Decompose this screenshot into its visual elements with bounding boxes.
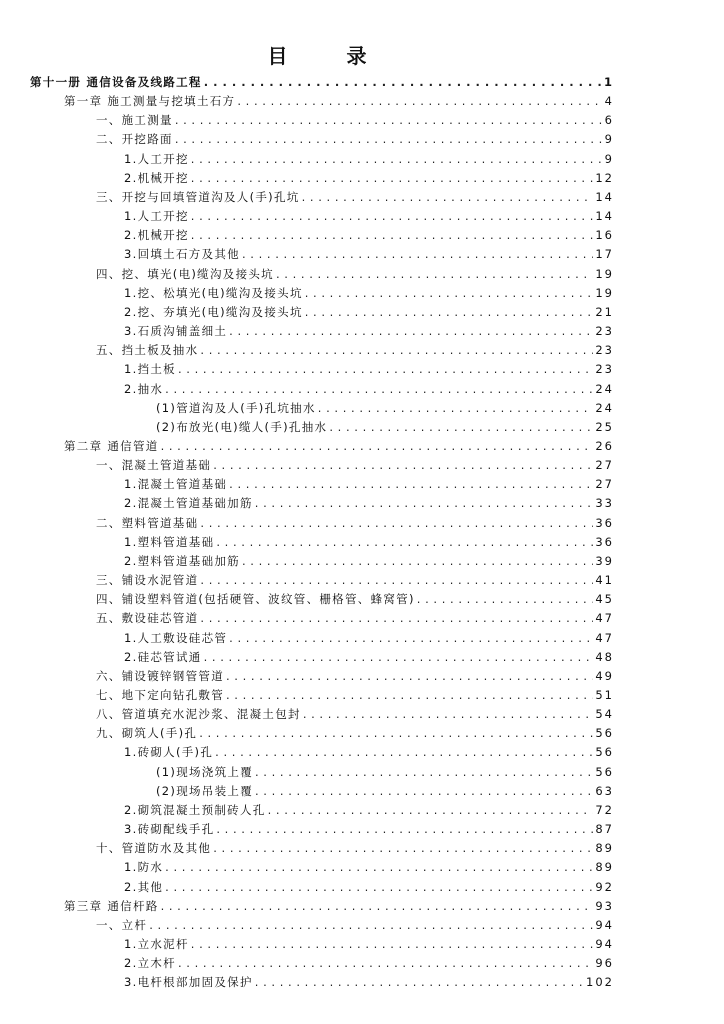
toc-entry-label: 3.回填土石方及其他 bbox=[124, 247, 240, 262]
toc-dot-leader bbox=[149, 918, 593, 932]
toc-entry-label: 第二章 通信管道 bbox=[64, 438, 159, 453]
toc-dot-leader bbox=[215, 745, 593, 759]
toc-entry-page: 33 bbox=[595, 496, 614, 511]
toc-entry-label: 1.砖砌人(手)孔 bbox=[124, 745, 214, 760]
toc-entry[interactable] bbox=[30, 668, 614, 687]
toc-dot-leader bbox=[200, 573, 593, 587]
toc-entry[interactable] bbox=[30, 74, 614, 93]
toc-entry[interactable] bbox=[30, 630, 614, 649]
toc-entry-label: 十、管道防水及其他 bbox=[96, 841, 212, 856]
toc-dot-leader bbox=[204, 75, 602, 89]
toc-entry-label: 3.电杆根部加固及保护 bbox=[124, 975, 253, 990]
toc-entry-label: 五、敷设硅芯管道 bbox=[96, 611, 199, 626]
toc-entry-page: 47 bbox=[595, 630, 614, 645]
toc-entry-page: 94 bbox=[595, 917, 614, 932]
toc-entry-label: 2.立木杆 bbox=[124, 956, 176, 971]
toc-entry-label: 八、管道填充水泥沙浆、混凝土包封 bbox=[96, 707, 301, 722]
toc-entry-page: 14 bbox=[595, 189, 614, 204]
toc-entry-label: 第十一册 通信设备及线路工程 bbox=[30, 75, 202, 89]
toc-entry-page: 56 bbox=[595, 764, 614, 779]
toc-entry-label: 2.混凝土管道基础加筋 bbox=[124, 496, 253, 511]
toc-entry[interactable] bbox=[30, 649, 614, 668]
toc-entry[interactable] bbox=[30, 112, 614, 131]
toc-entry-page: 94 bbox=[595, 937, 614, 952]
toc-entry-label: 三、开挖与回填管道沟及人(手)孔坑 bbox=[96, 189, 300, 204]
toc-entry-label: 2.挖、夯填光(电)缆沟及接头坑 bbox=[124, 304, 303, 319]
toc-dot-leader bbox=[329, 420, 593, 434]
toc-entry[interactable] bbox=[30, 170, 614, 189]
toc-dot-leader bbox=[255, 975, 584, 989]
toc-entry-page: 93 bbox=[595, 898, 614, 913]
toc-entry-label: 1.人工开挖 bbox=[124, 151, 189, 166]
toc-entry-page: 17 bbox=[595, 247, 614, 262]
toc-dot-leader bbox=[216, 535, 593, 549]
toc-dot-leader bbox=[178, 362, 593, 376]
toc-dot-leader bbox=[191, 937, 594, 951]
toc-dot-leader bbox=[191, 228, 594, 242]
toc-dot-leader bbox=[175, 113, 603, 127]
toc-dot-leader bbox=[242, 247, 593, 261]
toc-entry[interactable] bbox=[30, 802, 614, 821]
toc-entry-label: 四、铺设塑料管道(包括硬管、波纹管、栅格管、蜂窝管) bbox=[96, 592, 415, 607]
toc-entry-page: 48 bbox=[595, 649, 614, 664]
toc-dot-leader bbox=[216, 822, 593, 836]
toc-entry[interactable] bbox=[30, 246, 614, 265]
toc-entry-page: 56 bbox=[595, 726, 614, 741]
toc-dot-leader bbox=[255, 765, 593, 779]
toc-entry-page: 26 bbox=[595, 438, 614, 453]
toc-entry[interactable] bbox=[30, 285, 614, 304]
toc-entry[interactable] bbox=[30, 342, 614, 361]
toc-entry[interactable] bbox=[30, 974, 614, 993]
toc-entry[interactable] bbox=[30, 457, 614, 476]
toc-entry-label: (2)布放光(电)缆人(手)孔抽水 bbox=[156, 419, 328, 434]
toc-entry-page: 23 bbox=[595, 324, 614, 339]
toc-entry[interactable] bbox=[30, 208, 614, 227]
toc-entry-page: 4 bbox=[604, 94, 614, 109]
toc-entry-label: (2)现场吊装上覆 bbox=[156, 783, 253, 798]
toc-dot-leader bbox=[255, 784, 593, 798]
toc-entry-label: 3.砖砌配线手孔 bbox=[124, 822, 215, 837]
toc-entry-label: 3.石质沟铺盖细土 bbox=[124, 324, 228, 339]
toc-entry-label: 1.人工开挖 bbox=[124, 209, 189, 224]
toc-entry-page: 21 bbox=[595, 304, 614, 319]
toc-entry-label: 第三章 通信杆路 bbox=[64, 898, 159, 913]
toc-dot-leader bbox=[417, 592, 594, 606]
toc-dot-leader bbox=[268, 803, 594, 817]
toc-entry-page: 54 bbox=[595, 707, 614, 722]
toc-entry-page: 9 bbox=[604, 132, 614, 147]
toc-dot-leader bbox=[229, 324, 593, 338]
toc-entry-label: (1)现场浇筑上覆 bbox=[156, 764, 253, 779]
toc-entry[interactable] bbox=[30, 936, 614, 955]
toc-entry-page: 16 bbox=[595, 228, 614, 243]
page-title: 目 录 bbox=[267, 44, 393, 68]
toc-entry[interactable] bbox=[30, 304, 614, 323]
toc-entry-page: 27 bbox=[595, 458, 614, 473]
toc-dot-leader bbox=[200, 343, 593, 357]
toc-dot-leader bbox=[199, 726, 593, 740]
toc-entry[interactable] bbox=[30, 189, 614, 208]
toc-entry-label: 2.硅芯管试通 bbox=[124, 649, 202, 664]
toc-dot-leader bbox=[213, 458, 593, 472]
toc-entry[interactable] bbox=[30, 879, 614, 898]
toc-entry[interactable] bbox=[30, 381, 614, 400]
toc-dot-leader bbox=[276, 267, 593, 281]
toc-entry-page: 41 bbox=[595, 573, 614, 588]
toc-entry-label: 七、地下定向钻孔敷管 bbox=[96, 688, 224, 702]
toc-entry-label: 2.其他 bbox=[124, 879, 164, 894]
toc-entry[interactable] bbox=[30, 764, 614, 783]
toc-dot-leader bbox=[175, 132, 603, 146]
toc-entry-label: 一、混凝土管道基础 bbox=[96, 458, 212, 473]
toc-entry-label: 二、塑料管道基础 bbox=[96, 515, 199, 530]
toc-entry[interactable] bbox=[30, 859, 614, 878]
toc-entry[interactable] bbox=[30, 266, 614, 285]
toc-entry[interactable] bbox=[30, 476, 614, 495]
toc-entry[interactable] bbox=[30, 706, 614, 725]
toc-entry[interactable] bbox=[30, 361, 614, 380]
toc-entry[interactable] bbox=[30, 572, 614, 591]
toc-dot-leader bbox=[303, 707, 594, 721]
toc-entry-label: 2.塑料管道基础加筋 bbox=[124, 553, 240, 568]
toc-entry-label: (1)管道沟及人(手)孔坑抽水 bbox=[156, 400, 316, 415]
toc-entry-label: 二、开挖路面 bbox=[96, 132, 173, 147]
toc-entry-label: 1.人工敷设硅芯管 bbox=[124, 630, 228, 645]
toc-entry-page: 19 bbox=[595, 266, 614, 281]
toc-entry-page: 14 bbox=[595, 209, 614, 224]
toc-entry[interactable] bbox=[30, 744, 614, 763]
toc-entry[interactable] bbox=[30, 323, 614, 342]
toc-dot-leader bbox=[305, 305, 594, 319]
toc-dot-leader bbox=[200, 611, 593, 625]
toc-entry-page: 23 bbox=[595, 362, 614, 377]
toc-entry-page: 24 bbox=[595, 400, 614, 415]
toc-entry-page: 47 bbox=[595, 611, 614, 626]
toc-entry-label: 第一章 施工测量与挖填土石方 bbox=[64, 94, 236, 109]
toc-entry-label: 一、立杆 bbox=[96, 917, 148, 932]
toc-dot-leader bbox=[213, 841, 593, 855]
toc-entry-page: 12 bbox=[595, 170, 614, 185]
toc-entry[interactable] bbox=[30, 553, 614, 572]
toc-entry[interactable] bbox=[30, 93, 614, 112]
toc-entry-label: 四、挖、填光(电)缆沟及接头坑 bbox=[96, 266, 274, 281]
toc-entry-page: 27 bbox=[595, 477, 614, 492]
toc-entry[interactable] bbox=[30, 917, 614, 936]
toc-entry-page: 45 bbox=[595, 592, 614, 607]
toc-dot-leader bbox=[165, 860, 593, 874]
toc-entry-page: 6 bbox=[604, 113, 614, 128]
toc-entry[interactable] bbox=[30, 438, 614, 457]
toc-entry-page: 89 bbox=[595, 841, 614, 856]
toc-entry-label: 五、挡土板及抽水 bbox=[96, 343, 199, 358]
toc-entry-page: 96 bbox=[595, 956, 614, 971]
toc-entry[interactable] bbox=[30, 534, 614, 553]
toc-entry[interactable] bbox=[30, 227, 614, 246]
toc-dot-leader bbox=[178, 956, 593, 970]
toc-entry-label: 六、铺设镀锌钢管管道 bbox=[96, 668, 224, 683]
toc-dot-leader bbox=[191, 171, 594, 185]
toc-entry-page: 9 bbox=[604, 151, 614, 166]
toc-entry[interactable] bbox=[30, 783, 614, 802]
toc-entry[interactable] bbox=[30, 898, 614, 917]
toc-dot-leader bbox=[161, 899, 594, 913]
toc-entry-page: 87 bbox=[595, 822, 614, 837]
toc-entry-page: 72 bbox=[595, 802, 614, 817]
toc-entry-page: 19 bbox=[595, 285, 614, 300]
toc-entry[interactable] bbox=[30, 840, 614, 859]
toc-entry[interactable] bbox=[30, 495, 614, 514]
toc-dot-leader bbox=[305, 286, 594, 300]
toc-entry[interactable] bbox=[30, 955, 614, 974]
toc-dot-leader bbox=[226, 669, 593, 683]
toc-dot-leader bbox=[161, 439, 594, 453]
toc-entry[interactable] bbox=[30, 131, 614, 150]
toc-dot-leader bbox=[255, 496, 594, 510]
toc-entry[interactable] bbox=[30, 515, 614, 534]
toc-entry-label: 1.立水泥杆 bbox=[124, 937, 189, 952]
toc-entry-page: 56 bbox=[595, 745, 614, 760]
toc-entry-page: 51 bbox=[595, 688, 614, 702]
table-of-contents bbox=[30, 74, 614, 994]
toc-dot-leader bbox=[200, 516, 593, 530]
toc-entry-label: 1.塑料管道基础 bbox=[124, 534, 215, 549]
toc-entry-page: 63 bbox=[595, 783, 614, 798]
toc-entry-page: 36 bbox=[595, 515, 614, 530]
toc-dot-leader bbox=[204, 650, 594, 664]
toc-entry-label: 2.砌筑混凝土预制砖人孔 bbox=[124, 802, 266, 817]
toc-entry[interactable] bbox=[30, 821, 614, 840]
toc-entry-page: 23 bbox=[595, 343, 614, 358]
toc-entry-label: 1.防水 bbox=[124, 860, 164, 875]
toc-dot-leader bbox=[191, 209, 594, 223]
toc-dot-leader bbox=[226, 688, 593, 702]
toc-dot-leader bbox=[165, 382, 593, 396]
toc-entry-page: 24 bbox=[595, 381, 614, 396]
toc-entry-page: 89 bbox=[595, 860, 614, 875]
toc-dot-leader bbox=[191, 152, 603, 166]
toc-entry-page: 102 bbox=[586, 975, 614, 990]
toc-entry-label: 2.机械开挖 bbox=[124, 228, 189, 243]
toc-dot-leader bbox=[318, 401, 594, 415]
toc-entry[interactable] bbox=[30, 591, 614, 610]
toc-dot-leader bbox=[229, 477, 593, 491]
toc-entry[interactable] bbox=[30, 725, 614, 744]
toc-entry[interactable] bbox=[30, 610, 614, 629]
toc-entry-page: 25 bbox=[595, 419, 614, 434]
toc-dot-leader bbox=[302, 190, 594, 204]
toc-entry-label: 三、铺设水泥管道 bbox=[96, 573, 199, 588]
toc-dot-leader bbox=[237, 94, 602, 108]
toc-entry-page: 92 bbox=[595, 879, 614, 894]
toc-entry-label: 1.挡土板 bbox=[124, 362, 176, 377]
toc-entry-label: 2.机械开挖 bbox=[124, 170, 189, 185]
toc-entry-label: 一、施工测量 bbox=[96, 113, 173, 128]
toc-entry-label: 1.混凝土管道基础 bbox=[124, 477, 228, 492]
toc-entry-label: 九、砌筑人(手)孔 bbox=[96, 726, 198, 741]
toc-entry-label: 2.抽水 bbox=[124, 381, 164, 396]
toc-entry-page: 39 bbox=[595, 553, 614, 568]
toc-dot-leader bbox=[242, 554, 593, 568]
toc-entry-page: 36 bbox=[595, 534, 614, 549]
toc-entry-page: 1 bbox=[603, 75, 614, 89]
toc-entry[interactable] bbox=[30, 687, 614, 706]
toc-entry[interactable] bbox=[30, 400, 614, 419]
toc-entry-label: 1.挖、松填光(电)缆沟及接头坑 bbox=[124, 285, 303, 300]
toc-dot-leader bbox=[229, 631, 593, 645]
toc-dot-leader bbox=[165, 880, 593, 894]
toc-entry[interactable] bbox=[30, 151, 614, 170]
toc-entry[interactable] bbox=[30, 419, 614, 438]
toc-entry-page: 49 bbox=[595, 668, 614, 683]
